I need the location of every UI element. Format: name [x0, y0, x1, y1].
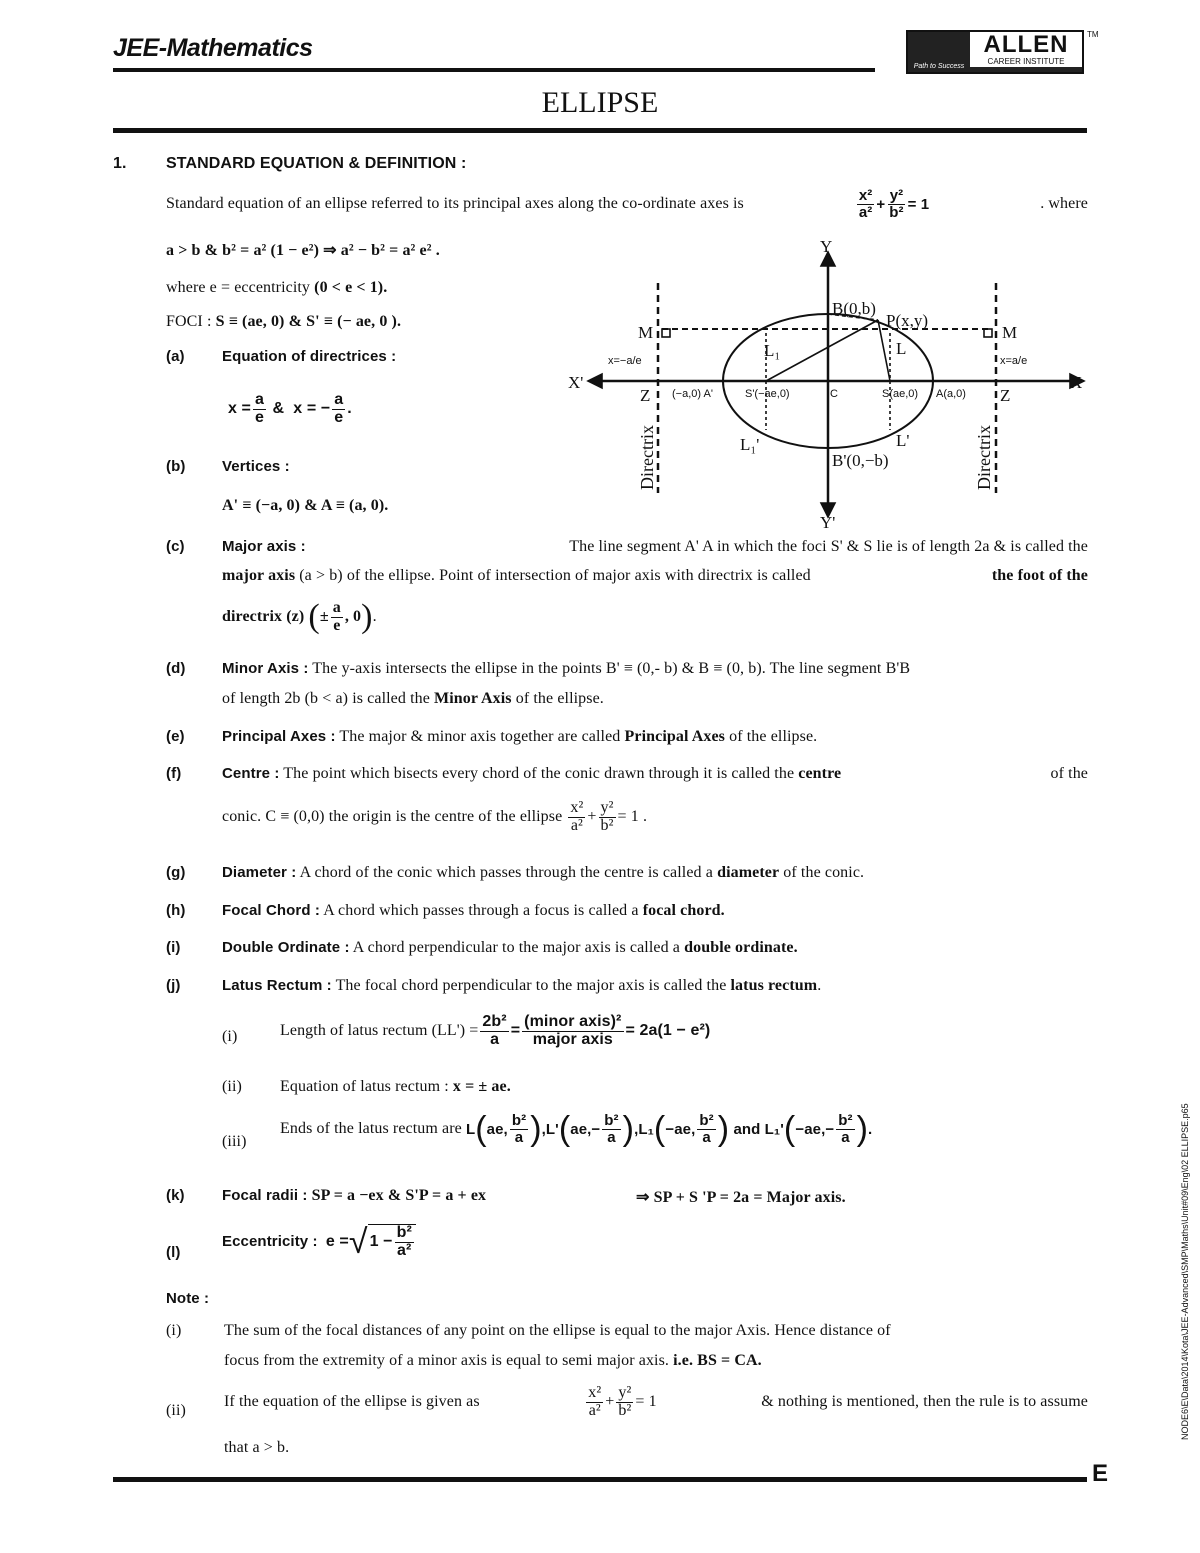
item-i-line: Double Ordinate : A chord perpendicular to the major axis is called a double ordinate.: [222, 939, 798, 956]
item-g-label: (g): [166, 864, 186, 881]
item-c-label: (c): [166, 538, 185, 555]
page-title: ELLIPSE: [541, 86, 659, 119]
vertices-value: A' ≡ (−a, 0) & A ≡ (a, 0).: [222, 497, 389, 514]
item-f-line1: Centre : The point which bisects every chord of the conic drawn through it is called the centre of the: [222, 765, 1088, 782]
item-c-line2: major axis (a > b) of the ellipse. Point of intersection of major axis with directrix is called the foot of the: [222, 567, 1088, 584]
item-j-iii-label: (iii): [222, 1133, 247, 1150]
svg-text:x=a/e: x=a/e: [1000, 355, 1028, 367]
svg-text:L₁': L₁': [740, 435, 760, 454]
latus-ends-line: Ends of the latus rectum are L ( ae, $\frac{\text{b²}}{a}$ ) ,L' ( ae,− $\frac{\text{b²}}{a}$ ) ,L₁ ( −ae, $\frac{\text{b²}}{a}$ ) and L₁' ( −ae,− $\frac{\text{b²}}{a}$ ) .: [280, 1110, 873, 1148]
item-b-label: (b): [166, 458, 186, 475]
svg-text:B'(0,−b): B'(0,−b): [832, 451, 889, 470]
item-e-line: Principal Axes : The major & minor axis together are called Principal Axes of the ellipse.: [222, 728, 818, 745]
svg-text:M: M: [1002, 323, 1018, 342]
footer-rule: [113, 1477, 1087, 1482]
page-letter: E: [1092, 1460, 1109, 1487]
svg-text:X': X': [568, 373, 584, 392]
allen-logo: [906, 30, 1084, 74]
std-eq-line: Standard equation of an ellipse referred to its principal axes along the co-ordinate axes is $\frac{\text{x²}}{\text{a²}}$ + $\frac{\text{y²}}{\text{b²}}$ = 1 . where: [166, 187, 1088, 221]
svg-text:A(a,0): A(a,0): [936, 388, 966, 400]
svg-text:Directrix: Directrix: [637, 425, 657, 490]
item-j-line: Latus Rectum : The focal chord perpendicular to the major axis is called the latus rectum.: [222, 977, 822, 994]
svg-text:L₁: L₁: [764, 341, 781, 360]
svg-text:X: X: [1070, 373, 1083, 392]
item-c-line3: directrix (z) ( ± $\frac{a}{e}$ , 0 ) .: [222, 598, 377, 636]
svg-text:L': L': [896, 431, 910, 450]
logo-emblem: Path to Success: [908, 32, 970, 72]
svg-text:Y': Y': [820, 513, 836, 530]
directrix-equation: x = $\frac{a}{e}$ & x = − $\frac{a}{e}$ .: [228, 391, 352, 426]
header-subject: JEE-Mathematics: [113, 34, 313, 62]
svg-text:x=−a/e: x=−a/e: [608, 355, 642, 367]
item-a-label: (a): [166, 348, 185, 365]
item-j-label: (j): [166, 977, 181, 994]
item-j-i-label: (i): [222, 1028, 238, 1045]
item-d-line1: Minor Axis : The y-axis intersects the ellipse in the points B' ≡ (0,- b) & B ≡ (0, b). The line segment B'B: [222, 660, 911, 677]
logo-sub: CAREER INSTITUTE: [987, 57, 1065, 66]
note-2-label: (ii): [166, 1402, 186, 1419]
svg-text:M: M: [638, 323, 654, 342]
latus-length-line: Length of latus rectum (LL') = $\frac{\text{2b²}}{a}$ = $\frac{\text{(minor axis)²}}{\text{major axis}}$ = 2a(1 − e²): [280, 1013, 711, 1048]
svg-text:Directrix: Directrix: [974, 425, 994, 490]
item-a-title: Equation of directrices :: [222, 348, 397, 365]
svg-text:Z: Z: [640, 386, 651, 405]
logo-text: ALLEN: [983, 31, 1069, 58]
item-f-line2: conic. C ≡ (0,0) the origin is the centre of the ellipse $\frac{\text{x²}}{\text{a²}}$ + $\frac{\text{y²}}{\text{b²}}$ = 1 .: [222, 799, 648, 834]
header-rule: [113, 68, 875, 72]
item-k-line: Focal radii : SP = a −ex & S'P = a + ex: [222, 1187, 487, 1204]
item-i-label: (i): [166, 939, 181, 956]
eccentricity-line: where e = eccentricity (0 < e < 1).: [166, 279, 388, 296]
item-l-label: (l): [166, 1244, 181, 1261]
item-d-line2: of length 2b (b < a) is called the Minor Axis of the ellipse.: [222, 690, 604, 707]
svg-text:L: L: [896, 339, 907, 358]
item-h-line: Focal Chord : A chord which passes through a focus is called a focal chord.: [222, 902, 725, 919]
svg-text:S'(−ae,0): S'(−ae,0): [745, 388, 790, 400]
svg-text:B(0,b): B(0,b): [832, 299, 876, 318]
note-2-line2: that a > b.: [224, 1439, 290, 1456]
note-2-line1: If the equation of the ellipse is given as $\frac{\text{x²}}{\text{a²}}$ + $\frac{\text{y²}}{\text{b²}}$ = 1 & nothing is mentioned, then the rule is to assume: [224, 1384, 1088, 1419]
svg-text:C: C: [830, 388, 838, 400]
svg-text:P(x,y): P(x,y): [886, 311, 929, 330]
note-1-line2: focus from the extremity of a minor axis is equal to semi major axis. i.e. BS = CA.: [224, 1352, 762, 1369]
item-e-label: (e): [166, 728, 185, 745]
item-k-label: (k): [166, 1187, 185, 1204]
item-k-result: ⇒ SP + S 'P = 2a = Major axis.: [636, 1189, 846, 1206]
note-1-line1: The sum of the focal distances of any point on the ellipse is equal to the major Axis. Hence distance of: [224, 1322, 891, 1339]
foci-line: FOCI : S ≡ (ae, 0) & S' ≡ (− ae, 0 ).: [166, 313, 402, 330]
svg-text:(−a,0) A': (−a,0) A': [672, 388, 713, 400]
item-h-label: (h): [166, 902, 186, 919]
item-l-line: Eccentricity : e = √ 1 − $\frac{\text{b²}}{\text{a²}}$: [222, 1224, 416, 1260]
side-file-path: NODE6\E\Data\2014\Kota\JEE-Advanced\SMP\Maths\Unit#09\Eng\02 ELLIPSE.p65: [1180, 1103, 1190, 1440]
note-1-label: (i): [166, 1322, 182, 1339]
ellipse-diagram: [560, 238, 1090, 530]
item-b-title: Vertices :: [222, 458, 290, 475]
std-equation: $\frac{\text{x²}}{\text{a²}}$ + $\frac{\text{y²}}{\text{b²}}$ = 1: [858, 187, 930, 221]
svg-text:S(ae,0): S(ae,0): [882, 388, 919, 400]
condition-line: a > b & b² = a² (1 − e²) ⇒ a² − b² = a² e² .: [166, 242, 440, 259]
svg-text:Z: Z: [1000, 386, 1011, 405]
note-title: Note :: [166, 1290, 210, 1307]
title-rule: [113, 128, 1087, 133]
latus-equation-line: Equation of latus rectum : x = ± ae.: [280, 1078, 511, 1095]
item-c-line1: Major axis : The line segment A' A in which the foci S' & S lie is of length 2a & is called the: [222, 538, 1088, 555]
item-j-ii-label: (ii): [222, 1078, 242, 1095]
svg-text:Y: Y: [820, 238, 833, 256]
section-number: 1.: [113, 155, 127, 172]
item-d-label: (d): [166, 660, 186, 677]
section-heading: STANDARD EQUATION & DEFINITION :: [166, 155, 467, 172]
trademark: TM: [1087, 30, 1099, 39]
item-g-line: Diameter : A chord of the conic which passes through the centre is called a diameter of the conic.: [222, 864, 865, 881]
item-f-label: (f): [166, 765, 182, 782]
